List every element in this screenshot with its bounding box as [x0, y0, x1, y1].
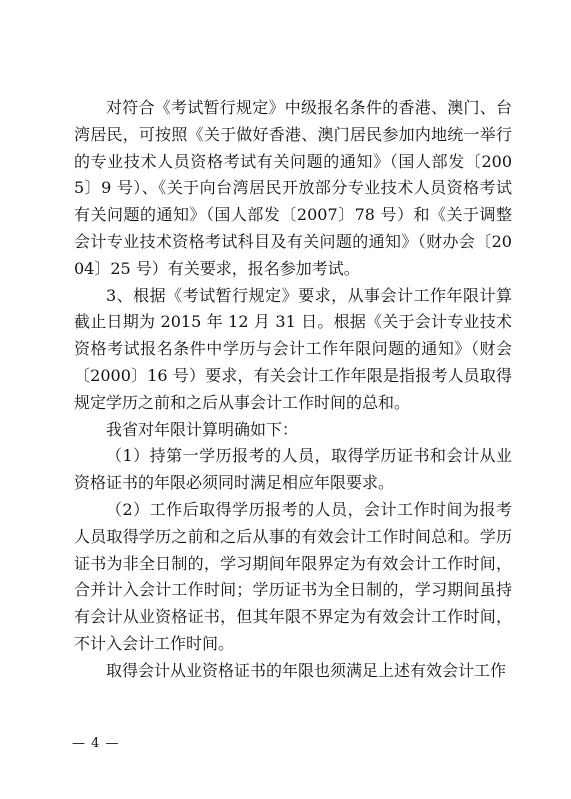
paragraph-province-clarification: 我省对年限计算明确如下：: [106, 419, 299, 439]
paragraph-work-years-deadline: 3、根据《考试暂行规定》要求，从事会计工作年限计算截止日期为 2015 年 12 月 31 日。根据《关于会计专业技术资格考试报名条件中学历与会计工作年限问题的通知》（财会〔2000〕16 号）要求，有关会计工作年限是指报考人员取得规定学历之前和之后从事会计工作时间的总和。: [74, 285, 512, 412]
document-body: [74, 95, 512, 685]
page-number: — 4 —: [72, 736, 120, 751]
paragraph-certificate-years: 取得会计从业资格证书的年限也须满足上述有效会计工作: [106, 660, 507, 680]
paragraph-hk-macao-taiwan-eligibility: 对符合《考试暂行规定》中级报名条件的香港、澳门、台湾居民，可按照《关于做好香港、澳门居民参加内地统一举行的专业技术人员资格考试有关问题的通知》（国人部发〔2005〕9 号）、《关于向台湾居民开放部分专业技术人员资格考试有关问题的通知》（国人部发〔2007〕78 号）和《关于调整会计专业技术资格考试科目及有关问题的通知》（财办会〔2004〕25 号）有关要求，报名参加考试。: [74, 98, 512, 278]
paragraph-first-degree-rule: （1）持第一学历报考的人员，取得学历证书和会计从业资格证书的年限必须同时满足相应年限要求。: [74, 446, 512, 493]
paragraph-post-work-degree-rule: （2）工作后取得学历报考的人员，会计工作时间为报考人员取得学历之前和之后从事的有效会计工作时间总和。学历证书为非全日制的，学习期间年限界定为有效会计工作时间，合并计入会计工作时间；学历证书为全日制的，学习期间虽持有会计从业资格证书，但其年限不界定为有效会计工作时间，不计入会计工作时间。: [74, 499, 512, 653]
